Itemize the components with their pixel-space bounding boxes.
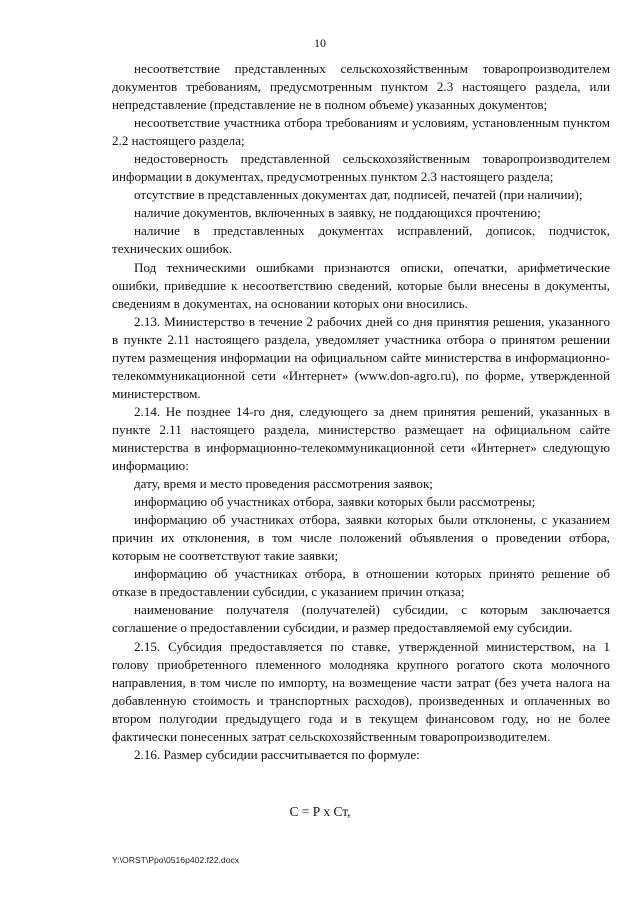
paragraph: наименование получателя (получателей) субсидии, с которым заключается соглашение о предоставлении субсидии, и размер предоставляемой ему субсидии. bbox=[112, 602, 610, 636]
paragraph: дату, время и место проведения рассмотрения заявок; bbox=[134, 476, 433, 492]
paragraph: 2.16. Размер субсидии рассчитывается по формуле: bbox=[134, 746, 420, 762]
file-path-footer: Y:\ORST\Ppo\0516p402.f22.docx bbox=[112, 855, 240, 865]
paragraph: наличие в представленных документах исправлений, дописок, подчисток, технических ошибок. bbox=[112, 223, 610, 257]
paragraph: 2.14. Не позднее 14-го дня, следующего за днем принятия решений, указанных в пункте 2.11 настоящего раздела, министерство размещает на официальном сайте министерства в информационно-телекоммуникационной сети «Интернет» следующую информацию: bbox=[112, 403, 610, 474]
paragraph: недостоверность представленной сельскохозяйственным товаропроизводителем информации в документах, предусмотренных пунктом 2.3 настоящего раздела; bbox=[112, 151, 610, 185]
paragraph: отсутствие в представленных документах дат, подписей, печатей (при наличии); bbox=[134, 187, 583, 203]
paragraph: наличие документов, включенных в заявку, не поддающихся прочтению; bbox=[134, 205, 541, 221]
paragraph: Под техническими ошибками признаются описки, опечатки, арифметические ошибки, приведшие к несоответствию сведений, которые были внесены в документы, сведениям в документах, на основании которых они вносились. bbox=[112, 259, 610, 311]
paragraph: 2.13. Министерство в течение 2 рабочих дней со дня принятия решения, указанного в пункте 2.11 настоящего раздела, уведомляет участника отбора о принятом решении путем размещения информации на официальном сайте министерства в информационно-телекоммуникационной сети «Интернет» (www.don-agro.ru), по форме, утвержденной министерством. bbox=[112, 313, 610, 401]
paragraph: несоответствие участника отбора требованиям и условиям, установленным пунктом 2.2 настоящего раздела; bbox=[112, 115, 610, 149]
paragraph: информацию об участниках отбора, заявки которых были рассмотрены; bbox=[134, 494, 536, 510]
paragraph: информацию об участниках отбора, в отношении которых принято решение об отказе в предоставлении субсидии, с указанием причин отказа; bbox=[112, 566, 610, 600]
page-number: 10 bbox=[314, 36, 326, 50]
paragraph: несоответствие представленных сельскохозяйственным товаропроизводителем документов требованиям, предусмотренным пунктом 2.3 настоящего раздела, или непредставление (представление не в полном объеме) указанных документов; bbox=[112, 61, 610, 113]
paragraph: 2.15. Субсидия предоставляется по ставке, утвержденной министерством, на 1 голову приобретенного племенного молодняка крупного рогатого скота молочного направления, в том числе по импорту, на возмещение части затрат (без учета налога на добавленную стоимость и транспортных расходов), произведенных и оплаченных во втором полугодии предыдущего года и в текущем финансовом году, но не более фактически понесенных затрат сельскохозяйственным товаропроизводителем. bbox=[112, 638, 610, 744]
paragraph: информацию об участниках отбора, заявки которых были отклонены, с указанием причин их отклонения, в том числе положений объявления о проведении отбора, которым не соответствуют такие заявки; bbox=[112, 512, 610, 564]
document-body bbox=[112, 60, 610, 764]
subsidy-formula: С = Р х Ст, bbox=[289, 804, 351, 819]
